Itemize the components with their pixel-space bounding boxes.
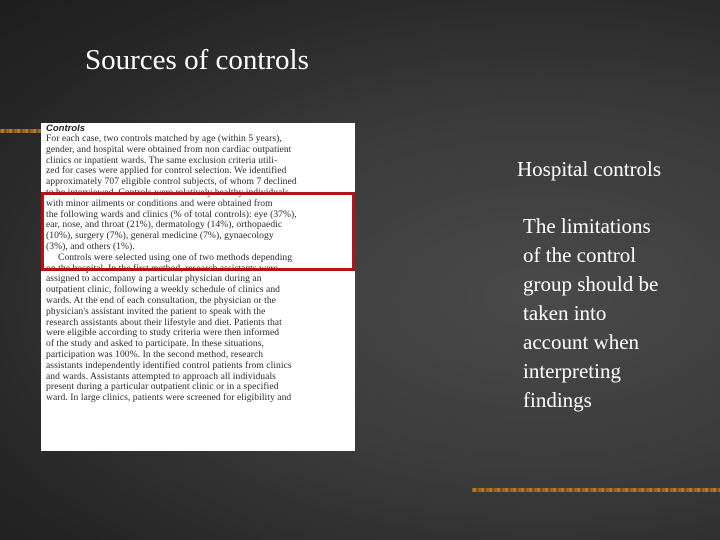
caption-line: interpreting [523,359,621,383]
excerpt-line: Controls were selected using one of two methods depending [58,252,293,263]
excerpt-line: clinics or inpatient wards. The same exclusion criteria utili- [46,155,278,166]
excerpt-line: assistants independently identified control patients from clinics [46,360,292,371]
excerpt-line: For each case, two controls matched by age (within 5 years), [46,134,282,144]
excerpt-line: present during a particular outpatient clinic or in a specified [46,382,279,393]
excerpt-line: approximately 707 eligible control subjects, of whom 7 declined [46,177,297,188]
excerpt-line: of the study and asked to participate. In these situations, [46,339,264,350]
slide-title: Sources of controls [85,44,309,76]
caption-body [523,212,703,415]
caption-line: findings [523,388,592,412]
caption-line: of the control [523,243,637,267]
excerpt-line: on the hospital. In the first method, research assistants were [46,263,278,274]
excerpt-line: research assistants about their lifestyle and diet. Patients that [46,317,282,328]
excerpt-line: and wards. Assistants attempted to approach all individuals [46,371,276,382]
excerpt-line: the following wards and clinics (% of total controls): eye (37%), [46,209,297,220]
excerpt-line: assigned to accompany a particular physician during an [46,274,262,285]
excerpt-line: zed for cases were applied for control selection. We identified [46,166,287,177]
excerpt-line: (3%), and others (1%). [46,241,135,252]
excerpt-line: to be interviewed. Controls were relatively healthy individuals [46,187,289,198]
caption-line: taken into [523,301,607,325]
caption-line: account when [523,330,640,354]
excerpt-line: ward. In large clinics, patients were screened for eligibility and [46,393,292,404]
excerpt-line: with minor ailments or conditions and were obtained from [46,198,273,209]
document-excerpt-image [41,123,355,451]
excerpt-line: wards. At the end of each consultation, the physician or the [46,295,276,306]
excerpt-heading: Controls [46,123,86,134]
excerpt-line: ear, nose, and throat (21%), dermatology (14%), orthopaedic [46,220,283,231]
excerpt-line: physician's assistant invited the patient to speak with the [46,306,266,317]
highlight-box [41,192,355,271]
excerpt-line: gender, and hospital were obtained from non cardiac outpatient [46,144,292,155]
caption-line: The limitations [523,214,651,238]
caption-heading: Hospital controls [517,157,662,181]
excerpt-line: outpatient clinic, following a weekly schedule of clinics and [46,285,281,296]
excerpt-line: were eligible according to study criteria were then informed [46,328,280,339]
excerpt-line: (10%), surgery (7%), general medicine (7%), gynaecology [46,231,274,242]
decorative-rule-right [472,488,720,492]
caption-line: group should be [523,272,659,296]
decorative-rule-left [0,129,42,133]
excerpt-line: participation was 100%. In the second method, research [46,349,264,360]
